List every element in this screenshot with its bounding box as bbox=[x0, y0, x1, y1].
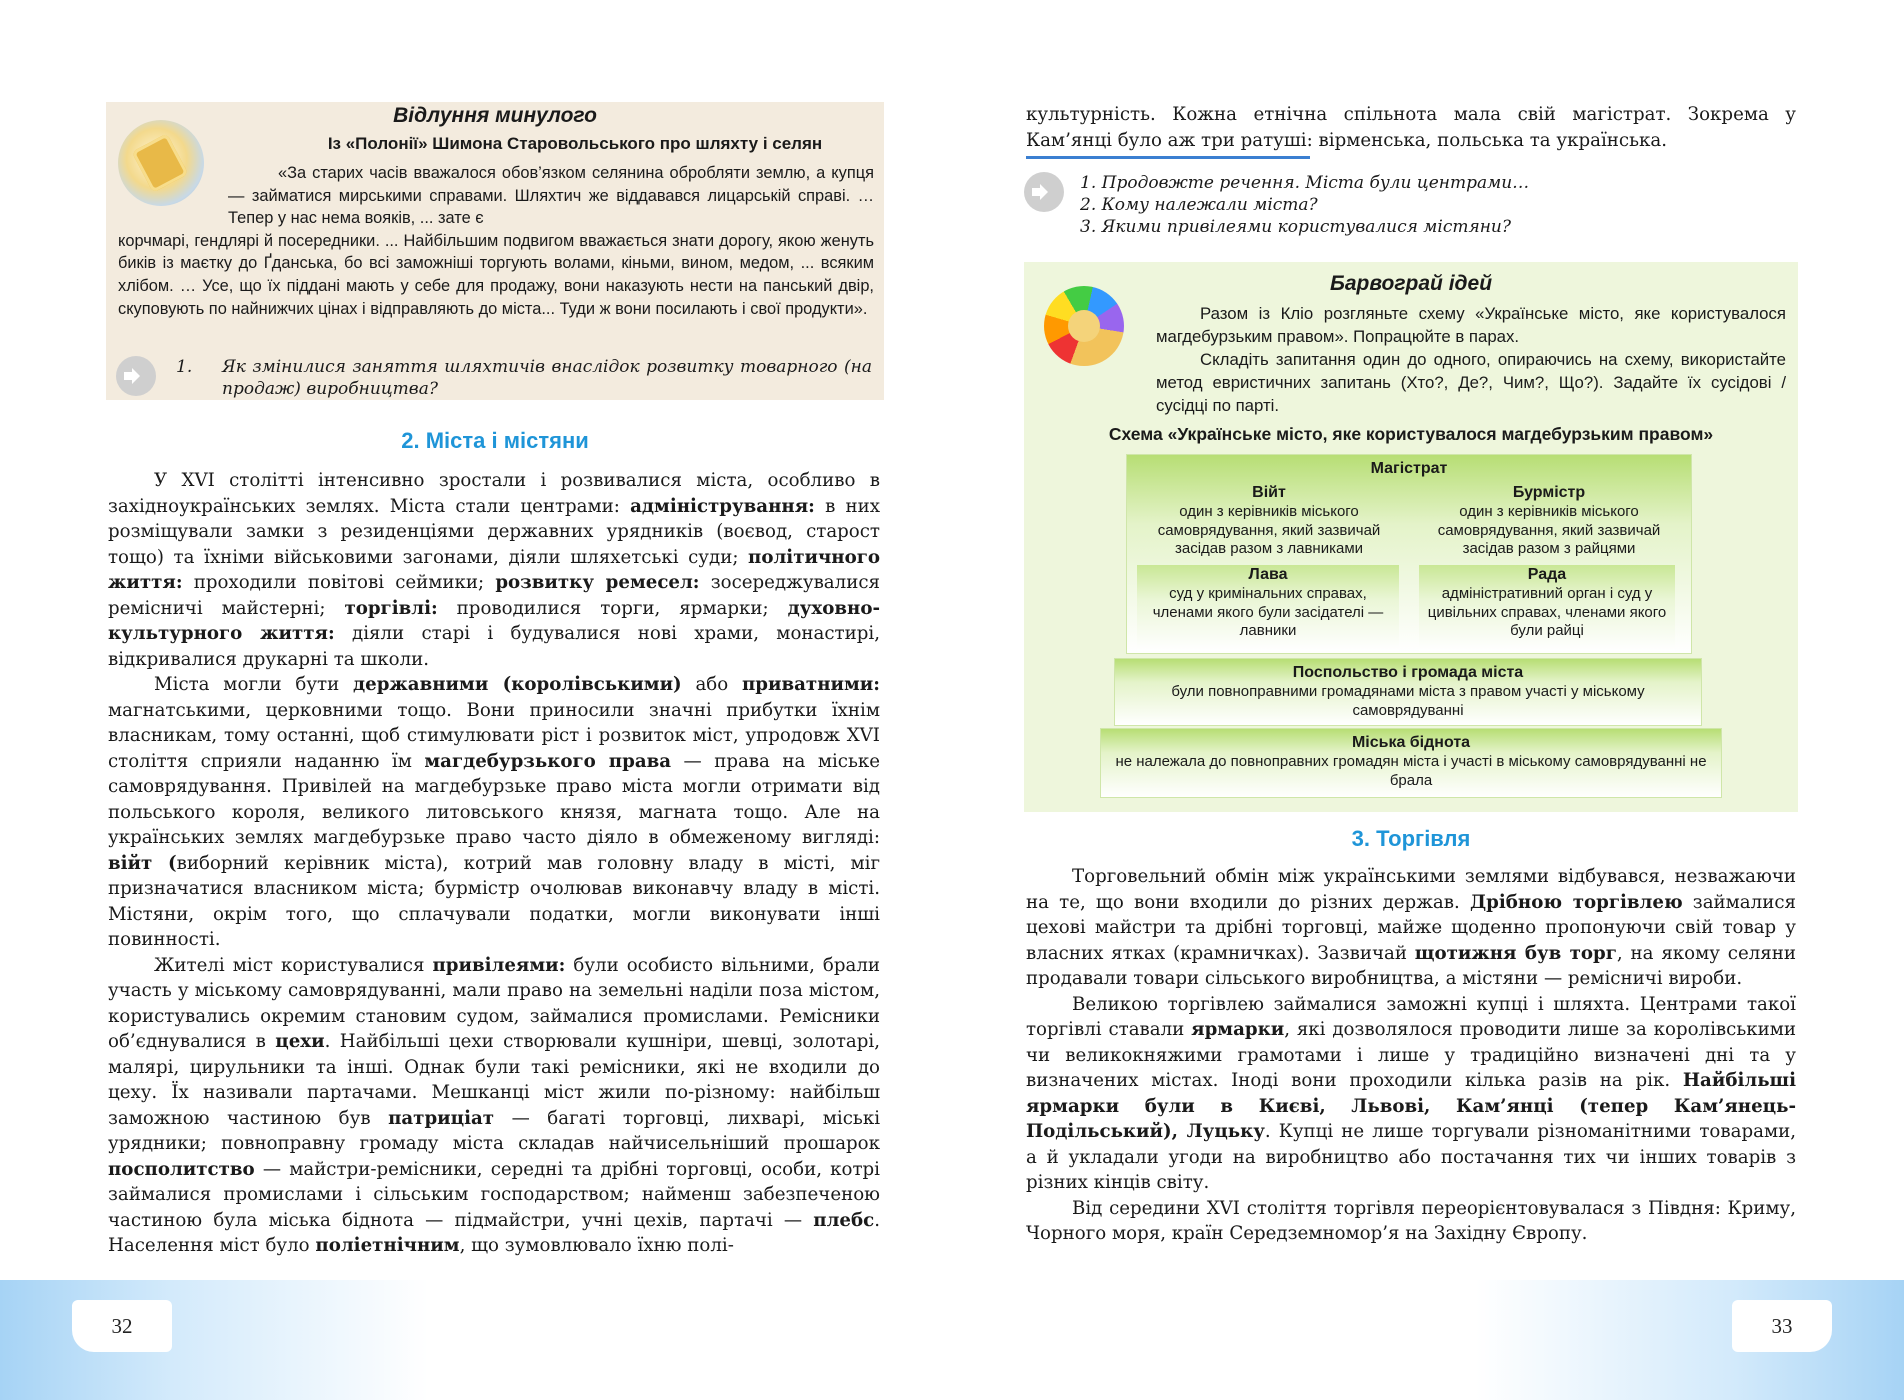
ideas-text-2: Складіть запитання один до одного, опираючись на схему, використайте метод евристичних запитань (Хто?, Де?, Чим?, Що?). Задайте їх сусідові / сусідці по парті. bbox=[1156, 350, 1786, 415]
scheme-pospolstvo bbox=[1114, 658, 1702, 726]
rada-title: Рада bbox=[1527, 566, 1567, 583]
rada-text: адміністративний орган і суд у цивільних справах, членами якого були райці bbox=[1427, 585, 1667, 639]
right-lead-text bbox=[1026, 102, 1796, 153]
scheme-lava bbox=[1137, 565, 1399, 651]
voit-title: Війт bbox=[1252, 484, 1286, 501]
scheme-burmistr bbox=[1417, 483, 1681, 559]
left-body-text bbox=[108, 468, 880, 1259]
arrow-right-icon bbox=[1024, 172, 1064, 212]
echo-box-subtitle: Із «Полонії» Шимона Старовольського про шляхту і селян bbox=[327, 134, 823, 153]
ideas-text-1: Разом із Кліо розгляньте схему «Українське місто, яке користувалося магдебурзьким правом». Попрацюйте в парах. bbox=[1156, 304, 1786, 346]
echo-quote-part-2: корчмарі, гендлярі й посередники. ... Найбільшим подвигом вважається знати дорогу, якою женуть биків із маєтку до Ґданська, бо всі заможніші торгують волами, кіньми, вином, медом, ... всяким хлібом. … Усе, що їх піддані мають у себе для продажу, вони наказують нести на панський двір, скуповують по найнижчих цінах і відправляють до міста... Туди ж вони посилають і свої продукти». bbox=[118, 231, 874, 318]
echo-question-row bbox=[116, 356, 872, 400]
echo-box-title: Відлуння минулого bbox=[393, 104, 597, 127]
ideas-box bbox=[1024, 262, 1798, 812]
echo-question-number: 1. bbox=[176, 357, 193, 377]
review-question-list bbox=[1064, 172, 1529, 238]
section-title-cities: 2. Міста і містяни bbox=[401, 428, 589, 453]
echo-question bbox=[176, 356, 872, 400]
review-question-2: 2. Кому належали міста? bbox=[1080, 195, 1318, 215]
trade-paragraph-2: Великою торгівлею займалися заможні купці і шляхта. Центрами такої торгівлі ставали ярмарки, які дозволялося проводити лише за королівськими чи великокняжими грамотами і лише у традиційно визначені дні та у визначених містах. Іноді вони проходили кілька разів на рік. Найбільші ярмарки були в Києві, Львові, Кам’янці (тепер Кам’янець-Подільський), Луцьку. Купці не лише торгували різноманітними товарами, а й укладали угоди на виробництво або постачання тих чи інших товарів з різних кінців світу. bbox=[1026, 993, 1796, 1193]
scheme-magistrat bbox=[1126, 454, 1692, 654]
echo-question-list bbox=[156, 356, 872, 400]
lava-text: суд у кримінальних справах, членами якого були засідателі — лавники bbox=[1152, 585, 1384, 639]
scheme-rada bbox=[1419, 565, 1675, 651]
review-questions bbox=[1024, 172, 1529, 238]
arrow-right-icon bbox=[116, 356, 156, 396]
echo-question-text: Як змінилися заняття шляхтичів внаслідок розвитку товарного (на продаж) виробництва? bbox=[222, 357, 872, 399]
trade-paragraph-1: Торговельний обмін між українськими землями відбувався, незважаючи на те, що вони входили до різних держав. Дрібною торгівлею займалися цехові майстри та дрібні торговці, майже щоденно пропонуючи свій товар у власних ятках (крамничках). Зазвичай щотижня був торг, на якому селяни продавали товари сільського виробництва, а містяни — ремісничі вироби. bbox=[1026, 866, 1797, 989]
pospolstvo-title: Поспольство і громада міста bbox=[1292, 664, 1524, 681]
bidnota-text: не належала до повноправних громадян міста і участі в міському самоврядуванні не брала bbox=[1115, 753, 1707, 789]
paragraph-3: Жителі міст користувалися привілеями: були особисто вільними, брали участь у міському самоврядуванні, мали право на земельні наділи поза містом, користувались окремим становим судом, займалися промислами. Ремісники об’єднувалися в цехи. Найбільші цехи створювали кушніри, шевці, золотарі, малярі, цирульники та інші. Однак були такі ремісники, які не входили до цеху. Їх називали партачами. Мешканці міст жили по-різному: найбільш заможною частиною був патриціат — багаті торговці, лихварі, міські урядники; повноправну громаду міста складав найчисельніший прошарок посполитство — майстри-ремісники, середні та дрібні торговці, особи, котрі займалися промислами і сільським господарством; найменш забезпеченою частиною була міська біднота — підмайстри, учні цехів, партачі — плебс. Населення міст було поліетнічним, що зумовлювало їхню полі- bbox=[108, 954, 881, 1256]
review-question-1: 1. Продовжте речення. Міста були центрами… bbox=[1080, 173, 1530, 193]
section-title-trade: 3. Торгівля bbox=[1351, 826, 1471, 851]
pospolstvo-text: були повноправними громадянами міста з правом участі у міському самоврядуванні bbox=[1171, 683, 1645, 719]
lead-paragraph: культурність. Кожна етнічна спільнота мала свій магістрат. Зокрема у Кам’янці було аж три ратуші: вірменська, польська та українська. bbox=[1026, 104, 1796, 151]
page-number-right: 33 bbox=[1732, 1300, 1832, 1352]
paragraph-1: У XVI столітті інтенсивно зростали і розвивалися міста, особливо в західноукраїнських землях. Міста стали центрами: адміністрування: в них розміщували замки з резиденціями державних урядників (воєвод, старост тощо) та їхніми військовими загонами, діяли шляхетські суди; політичного життя: проходили повітові сеймики; розвитку ремесел: зосереджувалися ремісничі майстерні; торгівлі: проводилися торги, ярмарки; духовно-культурного життя: діяли старі і будувалися нові храми, монастирі, відкривалися друкарні та школи. bbox=[108, 470, 880, 670]
scheme-bidnota bbox=[1100, 728, 1722, 798]
bidnota-title: Міська біднота bbox=[1351, 734, 1471, 751]
echo-quote-part-1: «За старих часів вважалося обов’язком селянина обробляти землю, а купця — займатися мирськими справами. Шляхтич же віддавався лицарській справі. … Тепер у нас нема вояків, ... зате є bbox=[228, 164, 874, 228]
burmistr-text: один з керівників міського самоврядування, який зазвичай засідав разом з райцями bbox=[1437, 503, 1661, 557]
lava-title: Лава bbox=[1248, 566, 1288, 583]
underline-bar bbox=[1026, 156, 1310, 159]
ideas-box-title: Барвограй ідей bbox=[1329, 272, 1493, 295]
scheme-voit bbox=[1137, 483, 1401, 559]
paragraph-2: Міста могли бути державними (королівськими) або приватними: магнатськими, церковними тощо. Вони приносили значні прибутки їхнім власникам, тому останні, щоб стимулювати ріст і розвиток міст, упродовж XVI століття сприяли наданню їм магдебурзького права — права на міське самоврядування. Привілей на магдебурзьке право міста могли отримати від польського короля, великого литовського князя, магната тощо. Але на українських землях магдебурзьке право часто діяло в обмеженому вигляді: війт (виборний керівник міста), котрий мав головну владу в місті, міг призначатися власником міста; бурмістр очолював виконавчу владу в місті. Містяни, окрім того, що сплачували податки, могли виконувати інші повинності. bbox=[108, 674, 880, 950]
page-number-left: 32 bbox=[72, 1300, 172, 1352]
burmistr-title: Бурмістр bbox=[1512, 484, 1586, 501]
magistrat-title: Магістрат bbox=[1370, 460, 1448, 477]
trade-paragraph-3: Від середини XVI століття торгівля переорієнтовувалася з Півдня: Криму, Чорного моря, країн Середземномор’я на Західну Європу. bbox=[1026, 1197, 1796, 1244]
review-question-3: 3. Якими привілеями користувалися містяни? bbox=[1080, 217, 1511, 237]
voit-text: один з керівників міського самоврядування, який зазвичай засідав разом з лавниками bbox=[1157, 503, 1381, 557]
echo-quote bbox=[118, 162, 874, 320]
scheme-title: Схема «Українське місто, яке користувалося магдебурзьким правом» bbox=[1108, 424, 1714, 444]
ideas-text bbox=[1036, 302, 1786, 417]
right-body-text bbox=[1026, 864, 1796, 1247]
